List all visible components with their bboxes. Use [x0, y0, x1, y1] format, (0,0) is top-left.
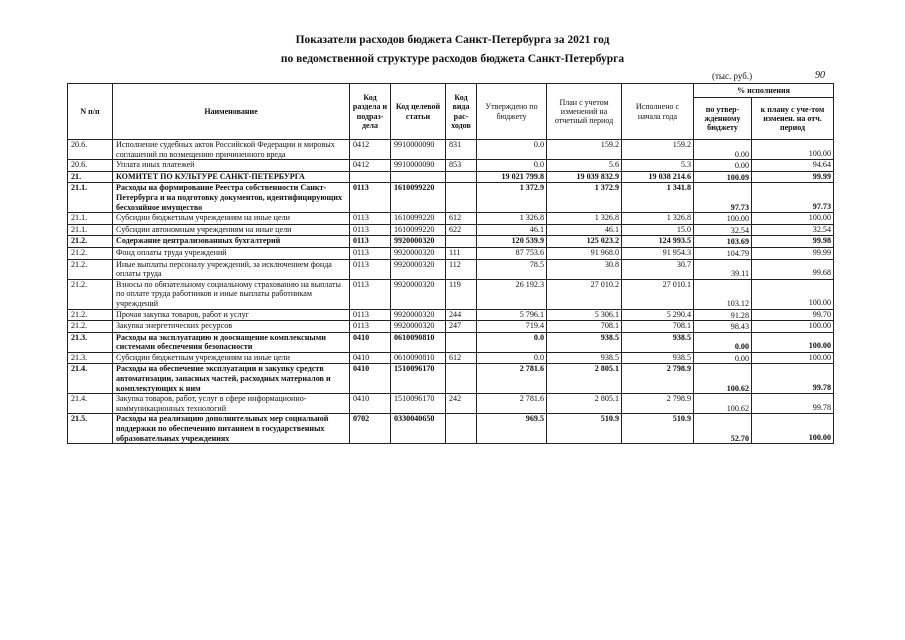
cell-pct-plan: 99.68 — [752, 259, 834, 279]
report-title-line2: по ведомственной структуре расходов бюджета Санкт-Петербурга — [280, 53, 625, 65]
cell-executed: 1 326.8 — [622, 213, 694, 225]
cell-section: 0410 — [350, 364, 391, 394]
cell-type — [446, 236, 477, 248]
cell-pct-approved: 97.73 — [694, 183, 752, 213]
table-row — [68, 394, 834, 414]
cell-pct-plan: 32.54 — [752, 224, 834, 236]
cell-pct-approved: 103.12 — [694, 279, 752, 309]
cell-section — [350, 171, 391, 183]
budget-table — [67, 83, 834, 444]
cell-section: 0412 — [350, 160, 391, 172]
cell-type — [446, 414, 477, 444]
cell-type: 242 — [446, 394, 477, 414]
cell-name: Содержание централизованных бухгалтерий — [113, 236, 350, 248]
cell-target: 1610099220 — [391, 224, 446, 236]
table-row — [68, 279, 834, 309]
cell-pct-plan: 97.73 — [752, 183, 834, 213]
cell-section: 0113 — [350, 224, 391, 236]
header-pct-plan: к плану с уче-том изменен. на отч. период — [752, 98, 834, 140]
cell-section: 0113 — [350, 321, 391, 333]
table-row — [68, 224, 834, 236]
header-pct-approved: по утвер-жденному бюджету — [694, 98, 752, 140]
header-approved: Утверждено по бюджету — [477, 84, 547, 140]
cell-plan: 1 326.8 — [547, 213, 622, 225]
cell-type: 622 — [446, 224, 477, 236]
cell-plan: 19 039 832.9 — [547, 171, 622, 183]
cell-plan: 2 805.1 — [547, 394, 622, 414]
cell-pct-plan: 100.00 — [752, 352, 834, 364]
cell-name: Субсидии бюджетным учреждениям на иные цели — [113, 213, 350, 225]
cell-name: Фонд оплаты труда учреждений — [113, 247, 350, 259]
cell-target: 1510096170 — [391, 394, 446, 414]
cell-pct-plan: 99.99 — [752, 171, 834, 183]
cell-executed: 2 798.9 — [622, 364, 694, 394]
cell-approved: 1 372.9 — [477, 183, 547, 213]
cell-plan: 91 968.0 — [547, 247, 622, 259]
cell-name: Исполнение судебных актов Российской Федерации и мировых соглашений по возмещению причиненного вреда — [113, 140, 350, 160]
cell-num: 21.3. — [68, 352, 113, 364]
cell-name: Расходы на эксплуатацию и дооснащение комплексными системами обеспечения безопасности — [113, 332, 350, 352]
cell-pct-approved: 100.09 — [694, 171, 752, 183]
cell-name: Субсидии бюджетным учреждениям на иные цели — [113, 352, 350, 364]
cell-pct-plan: 99.78 — [752, 394, 834, 414]
cell-type: 612 — [446, 213, 477, 225]
cell-plan: 938.5 — [547, 352, 622, 364]
cell-approved: 719.4 — [477, 321, 547, 333]
units-label: (тыс. руб.) — [712, 71, 753, 81]
cell-name: Субсидии автономным учреждениям на иные цели — [113, 224, 350, 236]
cell-target: 9910000090 — [391, 140, 446, 160]
cell-pct-plan: 100.00 — [752, 414, 834, 444]
header-name: Наименование — [113, 84, 350, 140]
cell-plan: 510.9 — [547, 414, 622, 444]
cell-executed: 2 798.9 — [622, 394, 694, 414]
table-body — [68, 140, 834, 444]
cell-type — [446, 332, 477, 352]
cell-pct-plan: 99.99 — [752, 247, 834, 259]
cell-type: 831 — [446, 140, 477, 160]
cell-type: 111 — [446, 247, 477, 259]
cell-section: 0113 — [350, 183, 391, 213]
cell-num: 21.1. — [68, 224, 113, 236]
cell-section: 0410 — [350, 352, 391, 364]
cell-pct-plan: 94.64 — [752, 160, 834, 172]
cell-approved: 2 781.6 — [477, 364, 547, 394]
cell-approved: 5 796.1 — [477, 309, 547, 321]
header-target-code: Код целевой статьи — [391, 84, 446, 140]
cell-type: 112 — [446, 259, 477, 279]
cell-num: 21.2. — [68, 321, 113, 333]
cell-pct-approved: 0.00 — [694, 332, 752, 352]
cell-target: 0330040650 — [391, 414, 446, 444]
table-row — [68, 140, 834, 160]
table-row — [68, 183, 834, 213]
cell-section: 0113 — [350, 247, 391, 259]
cell-target: 0610090810 — [391, 352, 446, 364]
cell-type: 612 — [446, 352, 477, 364]
header-plan: План с учетом изменений на отчетный период — [547, 84, 622, 140]
cell-num: 20.6. — [68, 160, 113, 172]
table-row — [68, 160, 834, 172]
cell-target: 9910000090 — [391, 160, 446, 172]
header-percent-group: % исполнения — [694, 84, 834, 98]
cell-plan: 46.1 — [547, 224, 622, 236]
cell-pct-approved: 104.79 — [694, 247, 752, 259]
cell-type — [446, 364, 477, 394]
cell-executed: 19 038 214.6 — [622, 171, 694, 183]
cell-approved: 0.0 — [477, 352, 547, 364]
cell-plan: 1 372.9 — [547, 183, 622, 213]
cell-section: 0113 — [350, 236, 391, 248]
cell-name: Уплата иных платежей — [113, 160, 350, 172]
page-number: 90 — [815, 70, 825, 81]
cell-pct-approved: 0.00 — [694, 140, 752, 160]
table-row — [68, 321, 834, 333]
cell-section: 0113 — [350, 309, 391, 321]
cell-type: 244 — [446, 309, 477, 321]
cell-executed: 124 993.5 — [622, 236, 694, 248]
cell-name: Расходы на формирование Реестра собственности Санкт-Петербурга и на подготовку документов, идентифицирующих бесхозяйное имущество — [113, 183, 350, 213]
cell-num: 21.2. — [68, 259, 113, 279]
cell-approved: 1 326.8 — [477, 213, 547, 225]
cell-num: 21.3. — [68, 332, 113, 352]
cell-executed: 159.2 — [622, 140, 694, 160]
cell-approved: 78.5 — [477, 259, 547, 279]
cell-plan: 5.6 — [547, 160, 622, 172]
cell-approved: 0.0 — [477, 332, 547, 352]
cell-num: 21.2. — [68, 236, 113, 248]
cell-section: 0410 — [350, 394, 391, 414]
cell-type — [446, 183, 477, 213]
cell-pct-plan: 99.78 — [752, 364, 834, 394]
cell-executed: 91 954.3 — [622, 247, 694, 259]
cell-plan: 159.2 — [547, 140, 622, 160]
header-executed: Исполнено с начала года — [622, 84, 694, 140]
cell-type: 853 — [446, 160, 477, 172]
cell-name: Прочая закупка товаров, работ и услуг — [113, 309, 350, 321]
cell-pct-plan: 100.00 — [752, 332, 834, 352]
cell-plan: 2 805.1 — [547, 364, 622, 394]
cell-pct-approved: 0.00 — [694, 352, 752, 364]
cell-name: Закупка товаров, работ, услуг в сфере информационно-коммуникационных технологий — [113, 394, 350, 414]
cell-plan: 27 010.2 — [547, 279, 622, 309]
cell-section: 0702 — [350, 414, 391, 444]
cell-pct-plan: 100.00 — [752, 140, 834, 160]
cell-target: 1510096170 — [391, 364, 446, 394]
cell-num: 20.6. — [68, 140, 113, 160]
cell-approved: 969.5 — [477, 414, 547, 444]
header-section-code: Код раздела и подраз-дела — [350, 84, 391, 140]
cell-target: 0610090810 — [391, 332, 446, 352]
cell-num: 21.5. — [68, 414, 113, 444]
cell-pct-plan: 99.70 — [752, 309, 834, 321]
cell-section: 0113 — [350, 279, 391, 309]
cell-executed: 510.9 — [622, 414, 694, 444]
cell-target: 9920000320 — [391, 279, 446, 309]
cell-approved: 0.0 — [477, 160, 547, 172]
cell-num: 21.2. — [68, 279, 113, 309]
cell-target: 9920000320 — [391, 247, 446, 259]
cell-num: 21.1. — [68, 183, 113, 213]
cell-executed: 30.7 — [622, 259, 694, 279]
cell-plan: 708.1 — [547, 321, 622, 333]
cell-approved: 120 539.9 — [477, 236, 547, 248]
cell-plan: 30.8 — [547, 259, 622, 279]
table-row — [68, 332, 834, 352]
cell-pct-approved: 100.00 — [694, 213, 752, 225]
cell-pct-approved: 0.00 — [694, 160, 752, 172]
cell-name: Взносы по обязательному социальному страхованию на выплаты по оплате труда работников и иные выплаты работникам учреждений — [113, 279, 350, 309]
cell-pct-approved: 32.54 — [694, 224, 752, 236]
cell-plan: 938.5 — [547, 332, 622, 352]
cell-target: 1610099220 — [391, 213, 446, 225]
cell-target: 9920000320 — [391, 259, 446, 279]
cell-pct-approved: 103.69 — [694, 236, 752, 248]
cell-section: 0410 — [350, 332, 391, 352]
cell-executed: 1 341.8 — [622, 183, 694, 213]
cell-type: 119 — [446, 279, 477, 309]
cell-executed: 27 010.1 — [622, 279, 694, 309]
table-row — [68, 236, 834, 248]
cell-section: 0113 — [350, 259, 391, 279]
table-row — [68, 414, 834, 444]
cell-name: КОМИТЕТ ПО КУЛЬТУРЕ САНКТ-ПЕТЕРБУРГА — [113, 171, 350, 183]
cell-pct-approved: 39.11 — [694, 259, 752, 279]
cell-executed: 5 290.4 — [622, 309, 694, 321]
cell-approved: 19 021 799.8 — [477, 171, 547, 183]
cell-type — [446, 171, 477, 183]
cell-target: 9920000320 — [391, 309, 446, 321]
cell-pct-approved: 91.28 — [694, 309, 752, 321]
cell-target: 1610099220 — [391, 183, 446, 213]
cell-target: 9920000320 — [391, 321, 446, 333]
table-row — [68, 247, 834, 259]
cell-target — [391, 171, 446, 183]
table-row — [68, 171, 834, 183]
cell-num: 21.4. — [68, 394, 113, 414]
table-row — [68, 352, 834, 364]
header-type-code: Код вида рас-ходов — [446, 84, 477, 140]
cell-section: 0412 — [350, 140, 391, 160]
cell-pct-plan: 100.00 — [752, 213, 834, 225]
cell-pct-plan: 100.00 — [752, 321, 834, 333]
cell-approved: 0.0 — [477, 140, 547, 160]
cell-pct-approved: 100.62 — [694, 394, 752, 414]
table-row — [68, 259, 834, 279]
cell-num: 21.4. — [68, 364, 113, 394]
cell-approved: 87 753.6 — [477, 247, 547, 259]
table-row — [68, 364, 834, 394]
cell-name: Расходы на реализацию дополнительных мер социальной поддержки по обеспечению питанием в государственных образовательных учреждениях — [113, 414, 350, 444]
cell-pct-plan: 99.98 — [752, 236, 834, 248]
header-num: N п/п — [68, 84, 113, 140]
cell-pct-plan: 100.00 — [752, 279, 834, 309]
cell-num: 21.2. — [68, 309, 113, 321]
cell-num: 21. — [68, 171, 113, 183]
cell-executed: 938.5 — [622, 352, 694, 364]
cell-section: 0113 — [350, 213, 391, 225]
cell-plan: 5 306.1 — [547, 309, 622, 321]
cell-pct-approved: 98.43 — [694, 321, 752, 333]
cell-name: Закупка энергетических ресурсов — [113, 321, 350, 333]
cell-num: 21.2. — [68, 247, 113, 259]
cell-pct-approved: 100.62 — [694, 364, 752, 394]
cell-executed: 5.3 — [622, 160, 694, 172]
report-title-line1: Показатели расходов бюджета Санкт-Петербурга за 2021 год — [295, 34, 610, 46]
cell-plan: 125 023.2 — [547, 236, 622, 248]
cell-executed: 708.1 — [622, 321, 694, 333]
cell-executed: 938.5 — [622, 332, 694, 352]
cell-name: Иные выплаты персоналу учреждений, за исключением фонда оплаты труда — [113, 259, 350, 279]
table-row — [68, 309, 834, 321]
table-row — [68, 213, 834, 225]
cell-approved: 26 192.3 — [477, 279, 547, 309]
cell-target: 9920000320 — [391, 236, 446, 248]
cell-approved: 46.1 — [477, 224, 547, 236]
cell-executed: 15.0 — [622, 224, 694, 236]
cell-num: 21.1. — [68, 213, 113, 225]
cell-pct-approved: 52.70 — [694, 414, 752, 444]
cell-type: 247 — [446, 321, 477, 333]
cell-approved: 2 781.6 — [477, 394, 547, 414]
cell-name: Расходы на обеспечение эксплуатации и закупку средств автоматизации, запасных частей, расходных материалов и комплектующих к ним — [113, 364, 350, 394]
